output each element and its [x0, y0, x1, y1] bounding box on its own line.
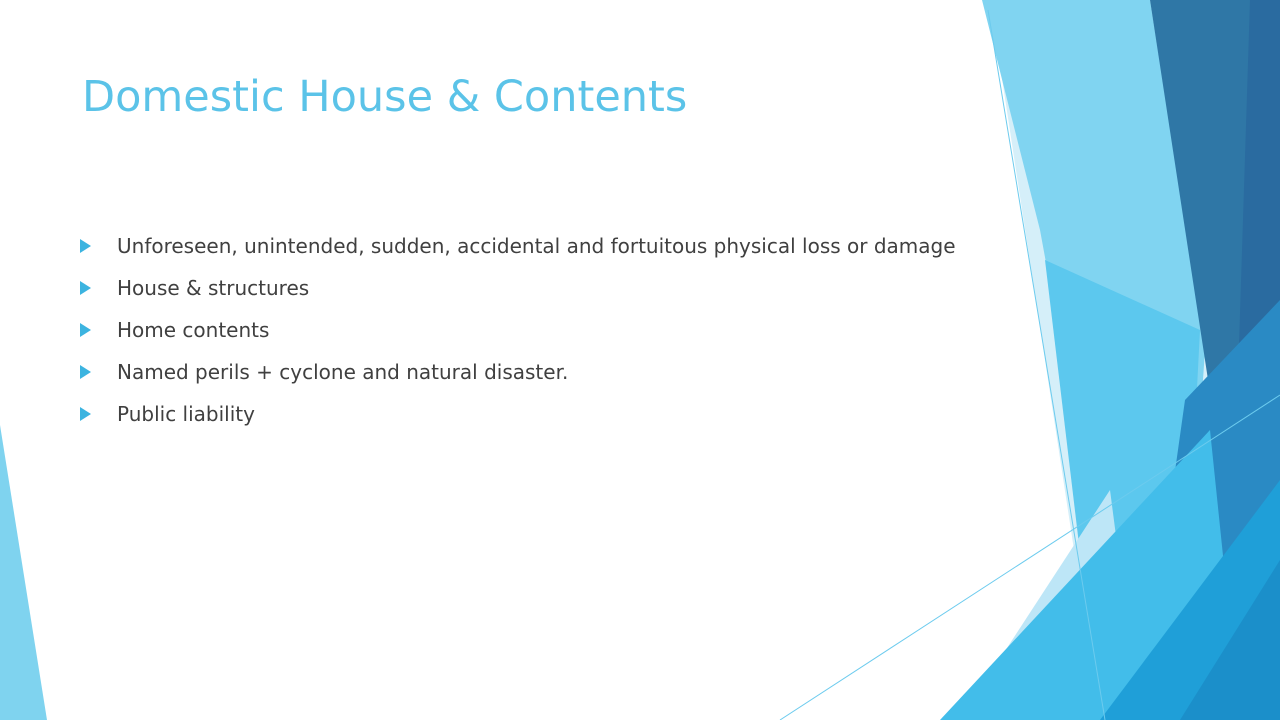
left-accent-shape	[0, 425, 47, 720]
triangle-bullet-icon	[80, 407, 91, 421]
list-item	[80, 358, 960, 387]
bullet-text: Public liability	[117, 402, 255, 426]
triangle-bullet-icon	[80, 281, 91, 295]
triangle-bullet-icon	[80, 239, 91, 253]
triangle-bullet-icon	[80, 365, 91, 379]
bullet-text: Unforeseen, unintended, sudden, accidental and fortuitous physical loss or damage	[117, 234, 956, 258]
bullet-text: Named perils + cyclone and natural disaster.	[117, 360, 569, 384]
bullet-list	[80, 232, 960, 442]
list-item	[80, 232, 960, 261]
list-item	[80, 316, 960, 345]
list-item	[80, 400, 960, 429]
slide-title: Domestic House & Contents	[82, 72, 688, 122]
bullet-text: Home contents	[117, 318, 270, 342]
bullet-text: House & structures	[117, 276, 310, 300]
triangle-bullet-icon	[80, 323, 91, 337]
list-item	[80, 274, 960, 303]
